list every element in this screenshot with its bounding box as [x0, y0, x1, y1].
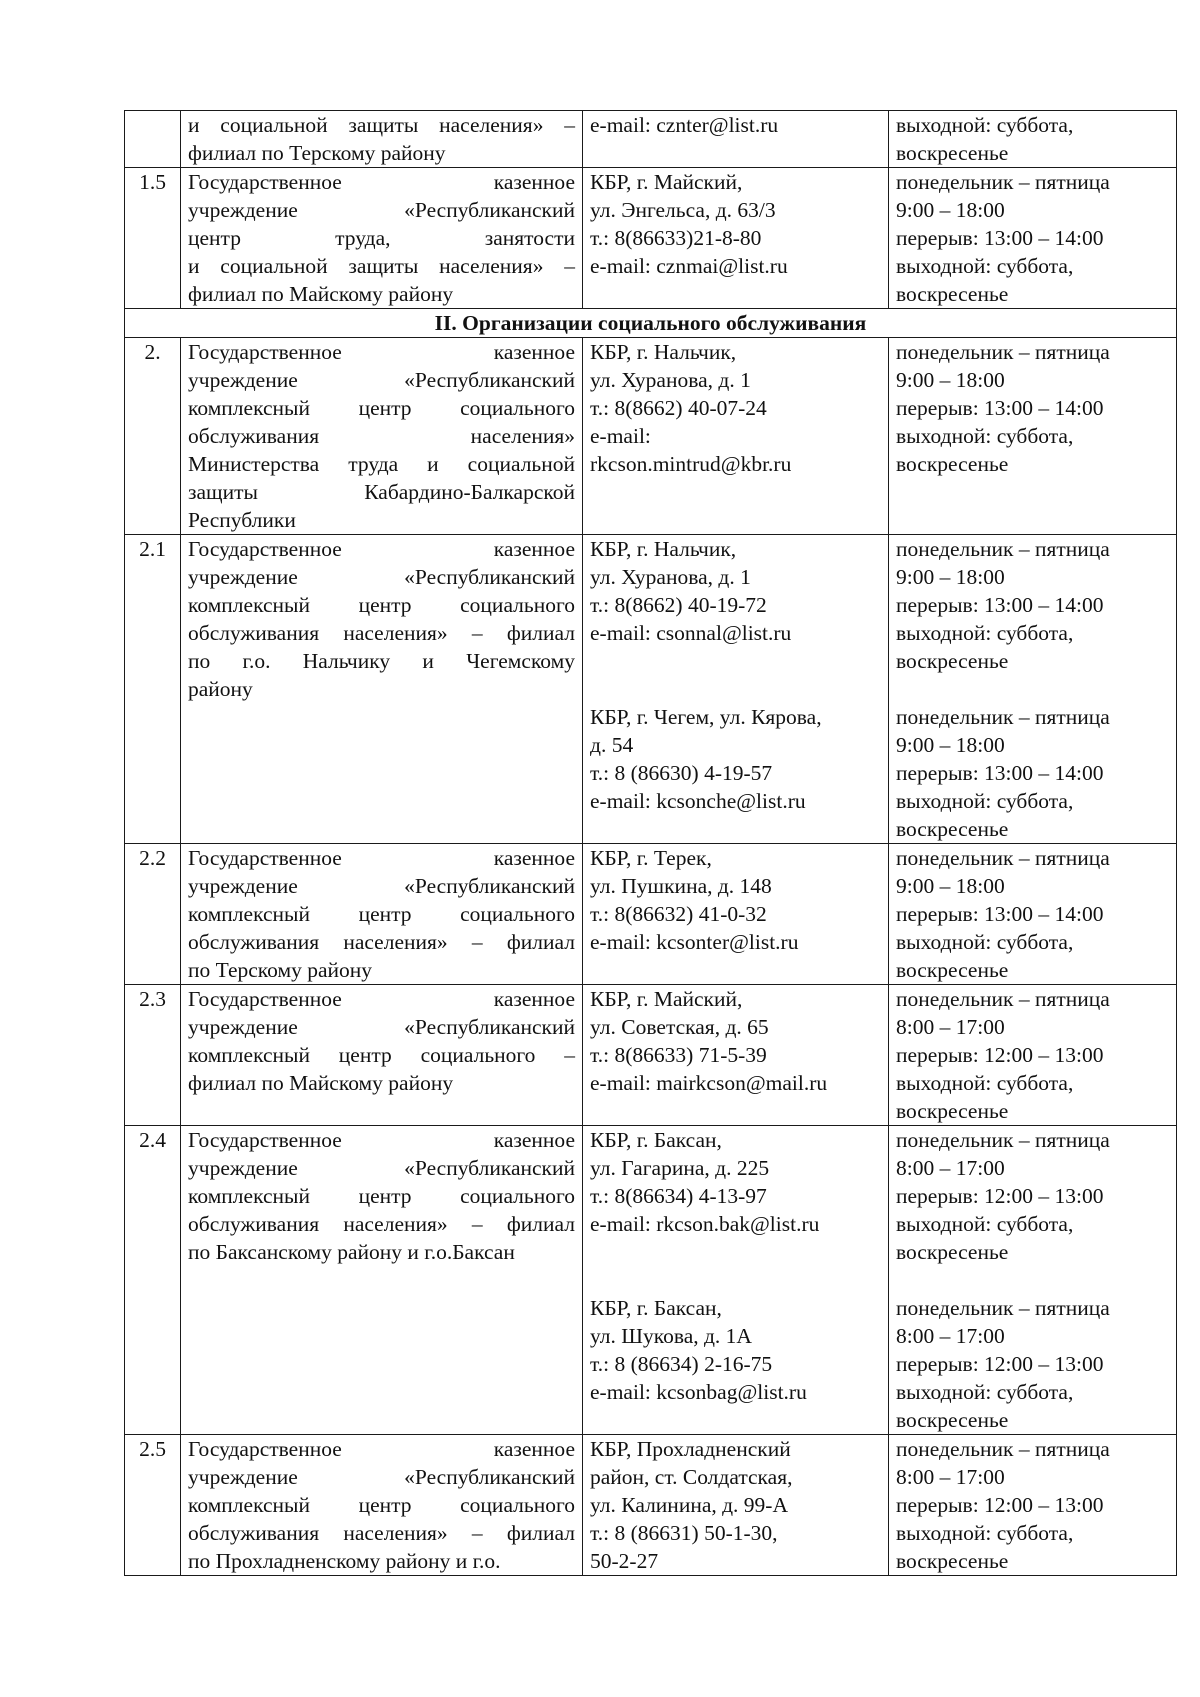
- text-line: КБР, Прохладненский: [590, 1437, 791, 1461]
- organization-name: [181, 1435, 583, 1576]
- text-line: обслуживания населения» – филиал: [188, 621, 575, 645]
- text-line: выходной: суббота,: [896, 1071, 1074, 1095]
- text-line: ул. Хуранова, д. 1: [590, 565, 751, 589]
- text-line: воскресенье: [896, 1099, 1009, 1123]
- table-row: [125, 1435, 1177, 1576]
- text-line: т.: 8 (86634) 2-16-75: [590, 1352, 773, 1376]
- text-line: т.: 8(86633) 71-5-39: [590, 1043, 767, 1067]
- text-line: по г.о. Нальчику и Чегемскому: [188, 649, 575, 673]
- text-line: Государственное казенное: [188, 537, 575, 561]
- table-row: [125, 844, 1177, 985]
- text-line: перерыв: 13:00 – 14:00: [896, 396, 1104, 420]
- table-row: [125, 535, 1177, 844]
- text-line: понедельник – пятница: [896, 537, 1110, 561]
- text-line: e-mail: cznter@list.ru: [590, 113, 779, 137]
- text-line: ул. Пушкина, д. 148: [590, 874, 772, 898]
- text-line: комплексный центр социального: [188, 396, 575, 420]
- text-line: понедельник – пятница: [896, 1296, 1110, 1320]
- text-line: выходной: суббота,: [896, 254, 1074, 278]
- text-line: по Баксанскому району и г.о.Баксан: [188, 1240, 515, 1264]
- text-line: и социальной защиты населения» –: [188, 254, 575, 278]
- text-line: обслуживания населения»: [188, 424, 575, 448]
- text-line: КБР, г. Баксан,: [590, 1296, 722, 1320]
- spacer: [896, 1266, 1169, 1294]
- text-line: 9:00 – 18:00: [896, 733, 1005, 757]
- text-line: 9:00 – 18:00: [896, 198, 1005, 222]
- row-number: [125, 111, 181, 168]
- text-line: обслуживания населения» – филиал: [188, 1521, 575, 1545]
- text-line: Государственное казенное: [188, 340, 575, 364]
- text-line: т.: 8(86634) 4-13-97: [590, 1184, 767, 1208]
- row-number: 2.3: [125, 985, 181, 1126]
- text-line: воскресенье: [896, 282, 1009, 306]
- row-number: 1.5: [125, 168, 181, 309]
- organization-name: [181, 844, 583, 985]
- contact-block: [590, 338, 881, 478]
- working-hours: [889, 1435, 1177, 1576]
- working-hours: [889, 535, 1177, 844]
- text-line: д. 54: [590, 733, 634, 757]
- text-line: e-mail: kcsonche@list.ru: [590, 789, 806, 813]
- contact-block: [590, 985, 881, 1097]
- text-line: перерыв: 13:00 – 14:00: [896, 761, 1104, 785]
- text-line: 8:00 – 17:00: [896, 1156, 1005, 1180]
- text-line: КБР, г. Майский,: [590, 170, 743, 194]
- text-line: Государственное казенное: [188, 846, 575, 870]
- text-line: 8:00 – 17:00: [896, 1015, 1005, 1039]
- organization-contacts: [583, 168, 889, 309]
- text-line: комплексный центр социального: [188, 593, 575, 617]
- text-line: ул. Хуранова, д. 1: [590, 368, 751, 392]
- text-line: rkcson.mintrud@kbr.ru: [590, 452, 792, 476]
- schedule-block: [896, 338, 1169, 478]
- text-line: т.: 8(8662) 40-07-24: [590, 396, 767, 420]
- row-number: 2.2: [125, 844, 181, 985]
- text-line: e-mail: mairkcson@mail.ru: [590, 1071, 828, 1095]
- text-line: понедельник – пятница: [896, 1128, 1110, 1152]
- table-row: [125, 168, 1177, 309]
- text-line: e-mail: kcsonter@list.ru: [590, 930, 799, 954]
- table-row: [125, 985, 1177, 1126]
- organization-contacts: [583, 111, 889, 168]
- contact-block: [590, 844, 881, 956]
- text-line: воскресенье: [896, 1240, 1009, 1264]
- text-line: выходной: суббота,: [896, 621, 1074, 645]
- text-line: перерыв: 13:00 – 14:00: [896, 226, 1104, 250]
- section-title: II. Организации социального обслуживания: [125, 309, 1177, 338]
- text-line: e-mail: kcsonbag@list.ru: [590, 1380, 807, 1404]
- schedule-block: [896, 535, 1169, 675]
- text-line: ул. Шукова, д. 1А: [590, 1324, 752, 1348]
- text-line: перерыв: 13:00 – 14:00: [896, 593, 1104, 617]
- text-line: выходной: суббота,: [896, 789, 1074, 813]
- organizations-table: [124, 110, 1177, 1576]
- contact-block: [590, 168, 881, 280]
- text-line: выходной: суббота,: [896, 1521, 1074, 1545]
- text-line: ул. Гагарина, д. 225: [590, 1156, 770, 1180]
- text-line: понедельник – пятница: [896, 340, 1110, 364]
- spacer: [590, 647, 881, 675]
- organization-name: [181, 338, 583, 535]
- contact-block: [590, 703, 881, 815]
- contact-block: [590, 1126, 881, 1238]
- table-row: [125, 1126, 1177, 1435]
- text-line: воскресенье: [896, 1408, 1009, 1432]
- text-line: e-mail: rkcson.bak@list.ru: [590, 1212, 820, 1236]
- text-line: т.: 8(86633)21-8-80: [590, 226, 762, 250]
- schedule-block: [896, 844, 1169, 984]
- text-line: Государственное казенное: [188, 170, 575, 194]
- organization-contacts: [583, 338, 889, 535]
- working-hours: [889, 844, 1177, 985]
- text-line: воскресенье: [896, 452, 1009, 476]
- text-line: понедельник – пятница: [896, 170, 1110, 194]
- working-hours: [889, 985, 1177, 1126]
- spacer: [590, 1266, 881, 1294]
- text-line: филиал по Терскому району: [188, 141, 446, 165]
- text-line: КБР, г. Чегем, ул. Кярова,: [590, 705, 822, 729]
- text-line: филиал по Майскому району: [188, 282, 454, 306]
- text-line: перерыв: 12:00 – 13:00: [896, 1184, 1104, 1208]
- text-line: т.: 8 (86631) 50-1-30,: [590, 1521, 778, 1545]
- text-line: воскресенье: [896, 649, 1009, 673]
- text-line: по Прохладненскому району и г.о.: [188, 1549, 501, 1573]
- table-body: [125, 111, 1177, 1576]
- text-line: воскресенье: [896, 958, 1009, 982]
- text-line: по Терскому району: [188, 958, 373, 982]
- text-line: понедельник – пятница: [896, 987, 1110, 1011]
- text-line: Государственное казенное: [188, 1128, 575, 1152]
- schedule-block: [896, 1435, 1169, 1575]
- text-line: понедельник – пятница: [896, 846, 1110, 870]
- text-line: учреждение «Республиканский: [188, 1156, 575, 1180]
- text-line: 8:00 – 17:00: [896, 1465, 1005, 1489]
- organization-name: [181, 535, 583, 844]
- row-number: 2.: [125, 338, 181, 535]
- text-line: перерыв: 12:00 – 13:00: [896, 1493, 1104, 1517]
- text-line: району: [188, 677, 253, 701]
- spacer: [590, 675, 881, 703]
- text-line: филиал по Майскому району: [188, 1071, 454, 1095]
- schedule-block: [896, 111, 1169, 167]
- schedule-block: [896, 1126, 1169, 1266]
- working-hours: [889, 338, 1177, 535]
- text-line: понедельник – пятница: [896, 705, 1110, 729]
- working-hours: [889, 168, 1177, 309]
- schedule-block: [896, 985, 1169, 1125]
- text-line: 50-2-27: [590, 1549, 659, 1573]
- text-line: ул. Советская, д. 65: [590, 1015, 769, 1039]
- text-line: КБР, г. Майский,: [590, 987, 743, 1011]
- text-line: обслуживания населения» – филиал: [188, 1212, 575, 1236]
- organization-name: [181, 111, 583, 168]
- organization-contacts: [583, 535, 889, 844]
- text-line: учреждение «Республиканский: [188, 198, 575, 222]
- text-line: район, ст. Солдатская,: [590, 1465, 793, 1489]
- text-line: учреждение «Республиканский: [188, 368, 575, 392]
- text-line: обслуживания населения» – филиал: [188, 930, 575, 954]
- text-line: 8:00 – 17:00: [896, 1324, 1005, 1348]
- text-line: КБР, г. Терек,: [590, 846, 712, 870]
- organization-name: [181, 985, 583, 1126]
- text-line: центр труда, занятости: [188, 226, 575, 250]
- table-row: [125, 338, 1177, 535]
- section-row: [125, 309, 1177, 338]
- text-line: учреждение «Республиканский: [188, 1465, 575, 1489]
- working-hours: [889, 111, 1177, 168]
- text-line: Республики: [188, 508, 296, 532]
- text-line: КБР, г. Нальчик,: [590, 340, 737, 364]
- contact-block: [590, 1435, 881, 1575]
- row-number: 2.4: [125, 1126, 181, 1435]
- schedule-block: [896, 168, 1169, 308]
- schedule-block: [896, 703, 1169, 843]
- text-line: e-mail: csonnal@list.ru: [590, 621, 792, 645]
- text-line: 9:00 – 18:00: [896, 368, 1005, 392]
- text-line: защиты Кабардино-Балкарской: [188, 480, 575, 504]
- text-line: Государственное казенное: [188, 987, 575, 1011]
- text-line: КБР, г. Баксан,: [590, 1128, 722, 1152]
- spacer: [590, 1238, 881, 1266]
- row-number: 2.5: [125, 1435, 181, 1576]
- text-line: т.: 8(8662) 40-19-72: [590, 593, 767, 617]
- text-line: комплексный центр социального: [188, 1184, 575, 1208]
- text-line: воскресенье: [896, 1549, 1009, 1573]
- text-line: понедельник – пятница: [896, 1437, 1110, 1461]
- organization-contacts: [583, 844, 889, 985]
- organization-name: [181, 168, 583, 309]
- text-line: т.: 8 (86630) 4-19-57: [590, 761, 773, 785]
- row-number: 2.1: [125, 535, 181, 844]
- text-line: учреждение «Республиканский: [188, 1015, 575, 1039]
- text-line: ул. Калинина, д. 99-А: [590, 1493, 788, 1517]
- text-line: e-mail:: [590, 424, 651, 448]
- text-line: e-mail: cznmai@list.ru: [590, 254, 788, 278]
- table-row: [125, 111, 1177, 168]
- text-line: учреждение «Республиканский: [188, 565, 575, 589]
- text-line: выходной: суббота,: [896, 1212, 1074, 1236]
- text-line: перерыв: 12:00 – 13:00: [896, 1043, 1104, 1067]
- text-line: выходной: суббота,: [896, 930, 1074, 954]
- text-line: выходной: суббота,: [896, 1380, 1074, 1404]
- text-line: воскресенье: [896, 141, 1009, 165]
- contact-block: [590, 1294, 881, 1406]
- text-line: перерыв: 13:00 – 14:00: [896, 902, 1104, 926]
- text-line: и социальной защиты населения» –: [188, 113, 575, 137]
- text-line: комплексный центр социального: [188, 902, 575, 926]
- working-hours: [889, 1126, 1177, 1435]
- organization-contacts: [583, 985, 889, 1126]
- text-line: комплексный центр социального –: [188, 1043, 575, 1067]
- text-line: 9:00 – 18:00: [896, 565, 1005, 589]
- organization-contacts: [583, 1126, 889, 1435]
- organization-contacts: [583, 1435, 889, 1576]
- text-line: выходной: суббота,: [896, 113, 1074, 137]
- text-line: воскресенье: [896, 817, 1009, 841]
- contact-block: [590, 535, 881, 647]
- text-line: КБР, г. Нальчик,: [590, 537, 737, 561]
- text-line: т.: 8(86632) 41-0-32: [590, 902, 767, 926]
- text-line: Государственное казенное: [188, 1437, 575, 1461]
- text-line: Министерства труда и социальной: [188, 452, 575, 476]
- text-line: комплексный центр социального: [188, 1493, 575, 1517]
- text-line: выходной: суббота,: [896, 424, 1074, 448]
- text-line: учреждение «Республиканский: [188, 874, 575, 898]
- schedule-block: [896, 1294, 1169, 1434]
- contact-block: [590, 111, 881, 139]
- text-line: перерыв: 12:00 – 13:00: [896, 1352, 1104, 1376]
- text-line: 9:00 – 18:00: [896, 874, 1005, 898]
- organization-name: [181, 1126, 583, 1435]
- spacer: [896, 675, 1169, 703]
- text-line: ул. Энгельса, д. 63/3: [590, 198, 776, 222]
